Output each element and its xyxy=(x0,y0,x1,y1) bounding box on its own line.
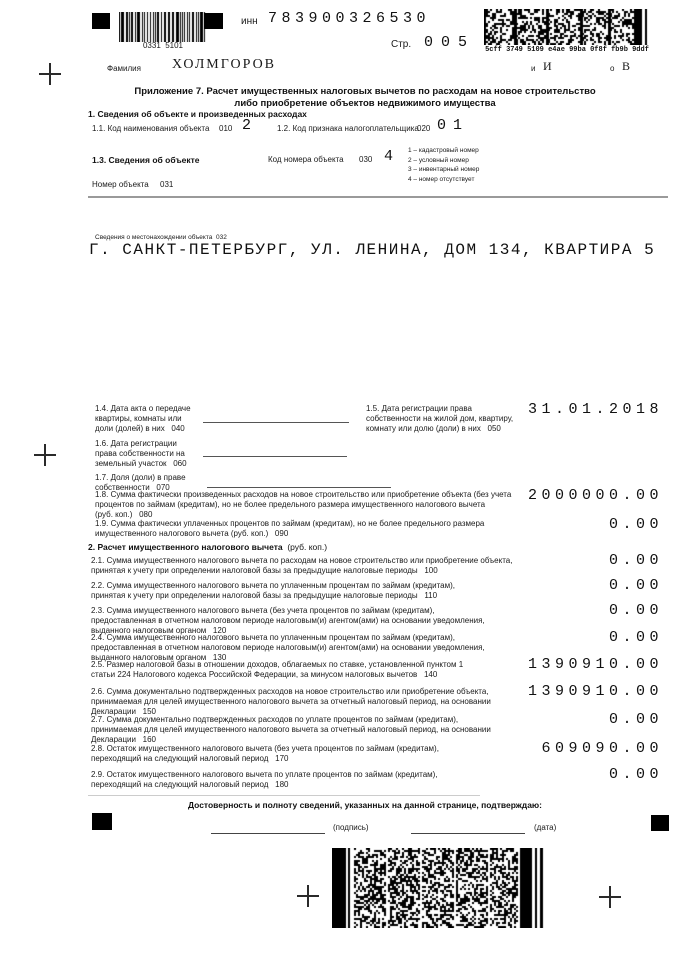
crop-mark-plus-icon xyxy=(297,885,319,907)
form-title-line2: либо приобретение объектов недвижимого имущества xyxy=(234,98,496,109)
field-032-code: 032 xyxy=(215,234,227,241)
field-020-value: 01 xyxy=(437,117,470,134)
field-130-label: 2.4. Сумма имущественного налогового вычета по уплаченным процентам по займам (кредитам), предоставленная в отчетном налоговом периоде налоговым(и) агентом(ами) на основании уведомления, выданного налоговым органом 130 xyxy=(91,633,485,662)
barcode-hex-caption: 5cff 3749 5109 e4ae 99ba 0f8f fb9b 9ddf xyxy=(485,46,649,54)
field-090-label: 1.9. Сумма фактически уплаченных процентов по займам (кредитам), но не более предельного размера имущественного налогового вычета (руб. коп.) 090 xyxy=(95,519,485,538)
name-initial-value: И xyxy=(543,59,552,73)
anchor-square-icon xyxy=(92,813,112,830)
field-080-value: 2000000.00 xyxy=(527,487,663,504)
field-160-value: 0.00 xyxy=(608,711,663,728)
field-031-code: 031 xyxy=(160,180,174,189)
field-130-value: 0.00 xyxy=(608,629,663,646)
date-caption: (дата) xyxy=(534,823,557,832)
field-120-value: 0.00 xyxy=(608,602,663,619)
field-170-label: 2.8. Остаток имущественного налогового вычета (без учета процентов по займам (кредитам), переходящий на следующий налоговый период 170 xyxy=(91,744,439,763)
inn-value: 783900326530 xyxy=(268,10,431,27)
field-070-label: 1.7. Доля (доли) в праве собственности 070 xyxy=(95,473,186,492)
field-140-value: 1390910.00 xyxy=(527,656,663,673)
patronymic-initial-label: о xyxy=(610,64,615,73)
field-060-blank-line xyxy=(203,456,347,457)
field-160-label: 2.7. Сумма документально подтвержденных расходов по уплате процентов по займам (кредитам), принимаемая для целей имущественного налогового вычета за отчетный налоговый период, на основании Декларации 160 xyxy=(91,715,491,744)
field-180-value: 0.00 xyxy=(608,766,663,783)
field-032-label: Сведения о местонахождении объекта 032 xyxy=(95,234,227,241)
date-line xyxy=(411,833,525,834)
field-030-value: 4 xyxy=(384,148,398,165)
barcode-digits: 0331 5101 xyxy=(142,41,184,50)
form-title-line1: Приложение 7. Расчет имущественных налоговых вычетов по расходам на новое строительство xyxy=(134,86,596,97)
name-initial-label: и xyxy=(531,64,536,73)
field-070-blank-line xyxy=(207,487,391,488)
field-050-value: 31.01.2018 xyxy=(527,401,663,418)
field-110-label: 2.2. Сумма имущественного налогового вычета по уплаченным процентам по займам (кредитам), принятая к учету при определении налоговой базы за предыдущие налоговые периоды 110 xyxy=(91,581,456,600)
field-031-label: Номер объекта xyxy=(92,180,149,189)
linear-barcode-icon xyxy=(119,12,207,42)
field-170-value: 609090.00 xyxy=(541,740,663,757)
field-100-label: 2.1. Сумма имущественного налогового вычета по расходам на новое строительство или приобретение объекта, принятая к учету при определении налоговой базы за предыдущие налоговые периоды 100 xyxy=(91,556,513,575)
field-100-value: 0.00 xyxy=(608,552,663,569)
field-140-label: 2.5. Размер налоговой базы в отношении доходов, облагаемых по ставке, установленной пунктом 1 статьи 224 Налогового кодекса Российской Федерации, за минусом налоговых вычетов 140 xyxy=(91,660,464,679)
signature-caption: (подпись) xyxy=(333,823,369,832)
anchor-square-icon xyxy=(92,13,110,29)
confirmation-text: Достоверность и полноту сведений, указанных на данной странице, подтверждаю: xyxy=(187,800,543,810)
field-120-label: 2.3. Сумма имущественного налогового вычета (без учета процентов по займам (кредитам), предоставленная в отчетном налоговом периоде налоговым(и) агентом(ами) на основании уведомления, выданного налоговым органом 120 xyxy=(91,606,485,635)
field-020-code: 020 xyxy=(417,124,431,133)
field-030-legend: 1 – кадастровый номер 2 – условный номер 3 – инвентарный номер 4 – номер отсутствует xyxy=(408,147,480,183)
footer-divider xyxy=(88,795,480,796)
field-040-label: 1.4. Дата акта о передаче квартиры, комнаты или доли (долей) в них 040 xyxy=(95,404,191,433)
patronymic-initial-value: В xyxy=(622,59,631,73)
field-020-label: 1.2. Код признака налогоплательщика xyxy=(277,124,419,133)
field-1-3-label: 1.3. Сведения об объекте xyxy=(92,155,200,165)
section2-header-note: (руб. коп.) xyxy=(287,542,328,552)
field-030-label: Код номера объекта xyxy=(268,155,344,164)
field-010-value: 2 xyxy=(242,117,256,134)
field-030-code: 030 xyxy=(359,155,373,164)
crop-mark-plus-icon xyxy=(34,444,56,466)
page-number-value: 005 xyxy=(424,34,476,51)
inn-label: инн xyxy=(241,16,258,27)
field-180-label: 2.9. Остаток имущественного налогового вычета по уплате процентов по займам (кредитам), переходящий на следующий налоговый период 180 xyxy=(91,770,438,789)
section1-header: 1. Сведения об объекте и произведенных расходах xyxy=(88,109,307,119)
anchor-square-icon xyxy=(204,13,223,29)
field-040-blank-line xyxy=(203,422,349,423)
field-032-value: Г. САНКТ-ПЕТЕРБУРГ, УЛ. ЛЕНИНА, ДОМ 134, КВАРТИРА 5 xyxy=(89,241,656,259)
field-050-label: 1.5. Дата регистрации права собственности на жилой дом, квартиру, комнату или долю (доли) в них 050 xyxy=(366,404,514,433)
field-110-value: 0.00 xyxy=(608,577,663,594)
crop-mark-plus-icon xyxy=(39,63,61,85)
pdf417-barcode-icon xyxy=(332,848,545,928)
datamatrix-barcode-icon xyxy=(484,9,648,45)
anchor-square-icon xyxy=(651,815,669,831)
surname-value: ХОЛМГОРОВ xyxy=(172,57,277,72)
surname-label: Фамилия xyxy=(107,64,141,73)
page-number-label: Стр. xyxy=(391,39,412,50)
field-080-label: 1.8. Сумма фактически произведенных расходов на новое строительство или приобретение объекта (без учета процентов по займам (кредитам), но не более предельного размера имущественного налогового вычета (руб. коп.) 080 xyxy=(95,490,512,519)
field-010-label: 1.1. Код наименования объекта xyxy=(92,124,210,133)
section-divider xyxy=(88,196,668,198)
signature-line xyxy=(211,833,325,834)
field-010-code: 010 xyxy=(219,124,233,133)
field-060-label: 1.6. Дата регистрации права собственности на земельный участок 060 xyxy=(95,439,187,468)
section2-header: 2. Расчет имущественного налогового вычета (руб. коп.) xyxy=(88,542,328,552)
crop-mark-plus-icon xyxy=(599,886,621,908)
field-090-value: 0.00 xyxy=(608,516,663,533)
field-150-label: 2.6. Сумма документально подтвержденных расходов на новое строительство или приобретение объекта, принимаемая для целей имущественного налогового вычета за отчетный налоговый период, на основании Декларации 150 xyxy=(91,687,491,716)
field-150-value: 1390910.00 xyxy=(527,683,663,700)
